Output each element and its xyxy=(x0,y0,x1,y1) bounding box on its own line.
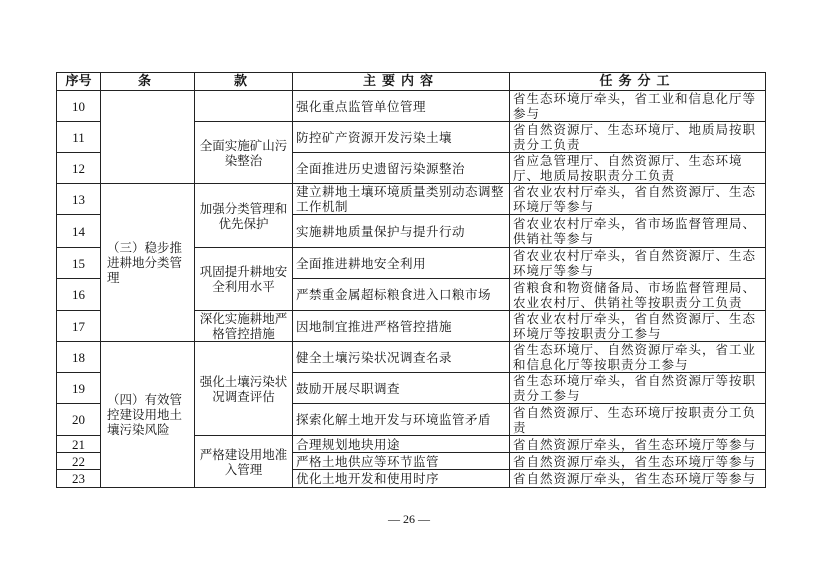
kuan-cell xyxy=(195,91,293,122)
table-row xyxy=(57,342,766,373)
task-cell: 省生态环境厅牵头，省自然资源厅等按职责分工参与 xyxy=(510,373,766,404)
page-number: — 26 — xyxy=(388,512,430,526)
task-cell: 省农业农村厅牵头，省市场监督管理局、供销社等参与 xyxy=(510,215,766,248)
header-seq: 序号 xyxy=(57,73,101,91)
row-number: 23 xyxy=(57,470,101,488)
content-cell: 强化重点监管单位管理 xyxy=(293,91,510,122)
tiao-cell: （三）稳步推进耕地分类管理 xyxy=(101,184,195,342)
content-cell: 合理规划地块用途 xyxy=(293,436,510,453)
content-cell: 因地制宜推进严格管控措施 xyxy=(293,311,510,342)
table-row xyxy=(57,184,766,215)
task-cell: 省自然资源厅牵头，省生态环境厅等参与 xyxy=(510,470,766,488)
kuan-cell: 严格建设用地准入管理 xyxy=(195,436,293,488)
kuan-cell: 全面实施矿山污染整治 xyxy=(195,122,293,184)
kuan-cell: 巩固提升耕地安全利用水平 xyxy=(195,248,293,311)
content-cell: 健全土壤污染状况调查名录 xyxy=(293,342,510,373)
tiao-cell xyxy=(101,91,195,184)
task-cell: 省农业农村厅牵头，省自然资源厅、生态环境厅等参与 xyxy=(510,184,766,215)
table-header-row xyxy=(57,73,766,91)
task-cell: 省自然资源厅、生态环境厅按职责分工负责 xyxy=(510,404,766,436)
task-cell: 省粮食和物资储备局、市场监督管理局、农业农村厅、供销社等按职责分工负责 xyxy=(510,279,766,311)
task-cell: 省自然资源厅牵头，省生态环境厅等参与 xyxy=(510,436,766,453)
kuan-cell: 强化土壤污染状况调查评估 xyxy=(195,342,293,436)
table-body xyxy=(57,91,766,488)
task-cell: 省自然资源厅牵头，省生态环境厅等参与 xyxy=(510,453,766,470)
task-cell: 省应急管理厅、自然资源厅、生态环境厅、地质局按职责分工负责 xyxy=(510,153,766,184)
row-number: 16 xyxy=(57,279,101,311)
row-number: 13 xyxy=(57,184,101,215)
content-cell: 建立耕地土壤环境质量类别动态调整工作机制 xyxy=(293,184,510,215)
row-number: 12 xyxy=(57,153,101,184)
content-cell: 防控矿产资源开发污染土壤 xyxy=(293,122,510,153)
kuan-cell: 加强分类管理和优先保护 xyxy=(195,184,293,248)
header-tiao: 条 xyxy=(101,73,195,91)
task-cell: 省生态环境厅牵头，省工业和信息化厅等参与 xyxy=(510,91,766,122)
header-task: 任务分工 xyxy=(510,73,766,91)
task-cell: 省生态环境厅、自然资源厅牵头，省工业和信息化厅等按职责分工参与 xyxy=(510,342,766,373)
row-number: 21 xyxy=(57,436,101,453)
content-cell: 优化土地开发和使用时序 xyxy=(293,470,510,488)
row-number: 18 xyxy=(57,342,101,373)
row-number: 19 xyxy=(57,373,101,404)
content-cell: 严禁重金属超标粮食进入口粮市场 xyxy=(293,279,510,311)
header-kuan: 款 xyxy=(195,73,293,91)
content-cell: 鼓励开展尽职调查 xyxy=(293,373,510,404)
task-division-table xyxy=(56,72,766,488)
row-number: 15 xyxy=(57,248,101,279)
row-number: 14 xyxy=(57,215,101,248)
header-content: 主要内容 xyxy=(293,73,510,91)
kuan-cell: 深化实施耕地严格管控措施 xyxy=(195,311,293,342)
task-cell: 省自然资源厅、生态环境厅、地质局按职责分工负责 xyxy=(510,122,766,153)
row-number: 22 xyxy=(57,453,101,470)
row-number: 11 xyxy=(57,122,101,153)
row-number: 17 xyxy=(57,311,101,342)
table-row xyxy=(57,91,766,122)
content-cell: 探索化解土地开发与环境监管矛盾 xyxy=(293,404,510,436)
task-cell: 省农业农村厅牵头，省自然资源厅、生态环境厅等按职责分工参与 xyxy=(510,311,766,342)
content-cell: 实施耕地质量保护与提升行动 xyxy=(293,215,510,248)
content-cell: 严格土地供应等环节监管 xyxy=(293,453,510,470)
content-cell: 全面推进历史遗留污染源整治 xyxy=(293,153,510,184)
row-number: 10 xyxy=(57,91,101,122)
content-cell: 全面推进耕地安全利用 xyxy=(293,248,510,279)
row-number: 20 xyxy=(57,404,101,436)
tiao-cell: （四）有效管控建设用地土壤污染风险 xyxy=(101,342,195,488)
task-cell: 省农业农村厅牵头，省自然资源厅、生态环境厅等参与 xyxy=(510,248,766,279)
